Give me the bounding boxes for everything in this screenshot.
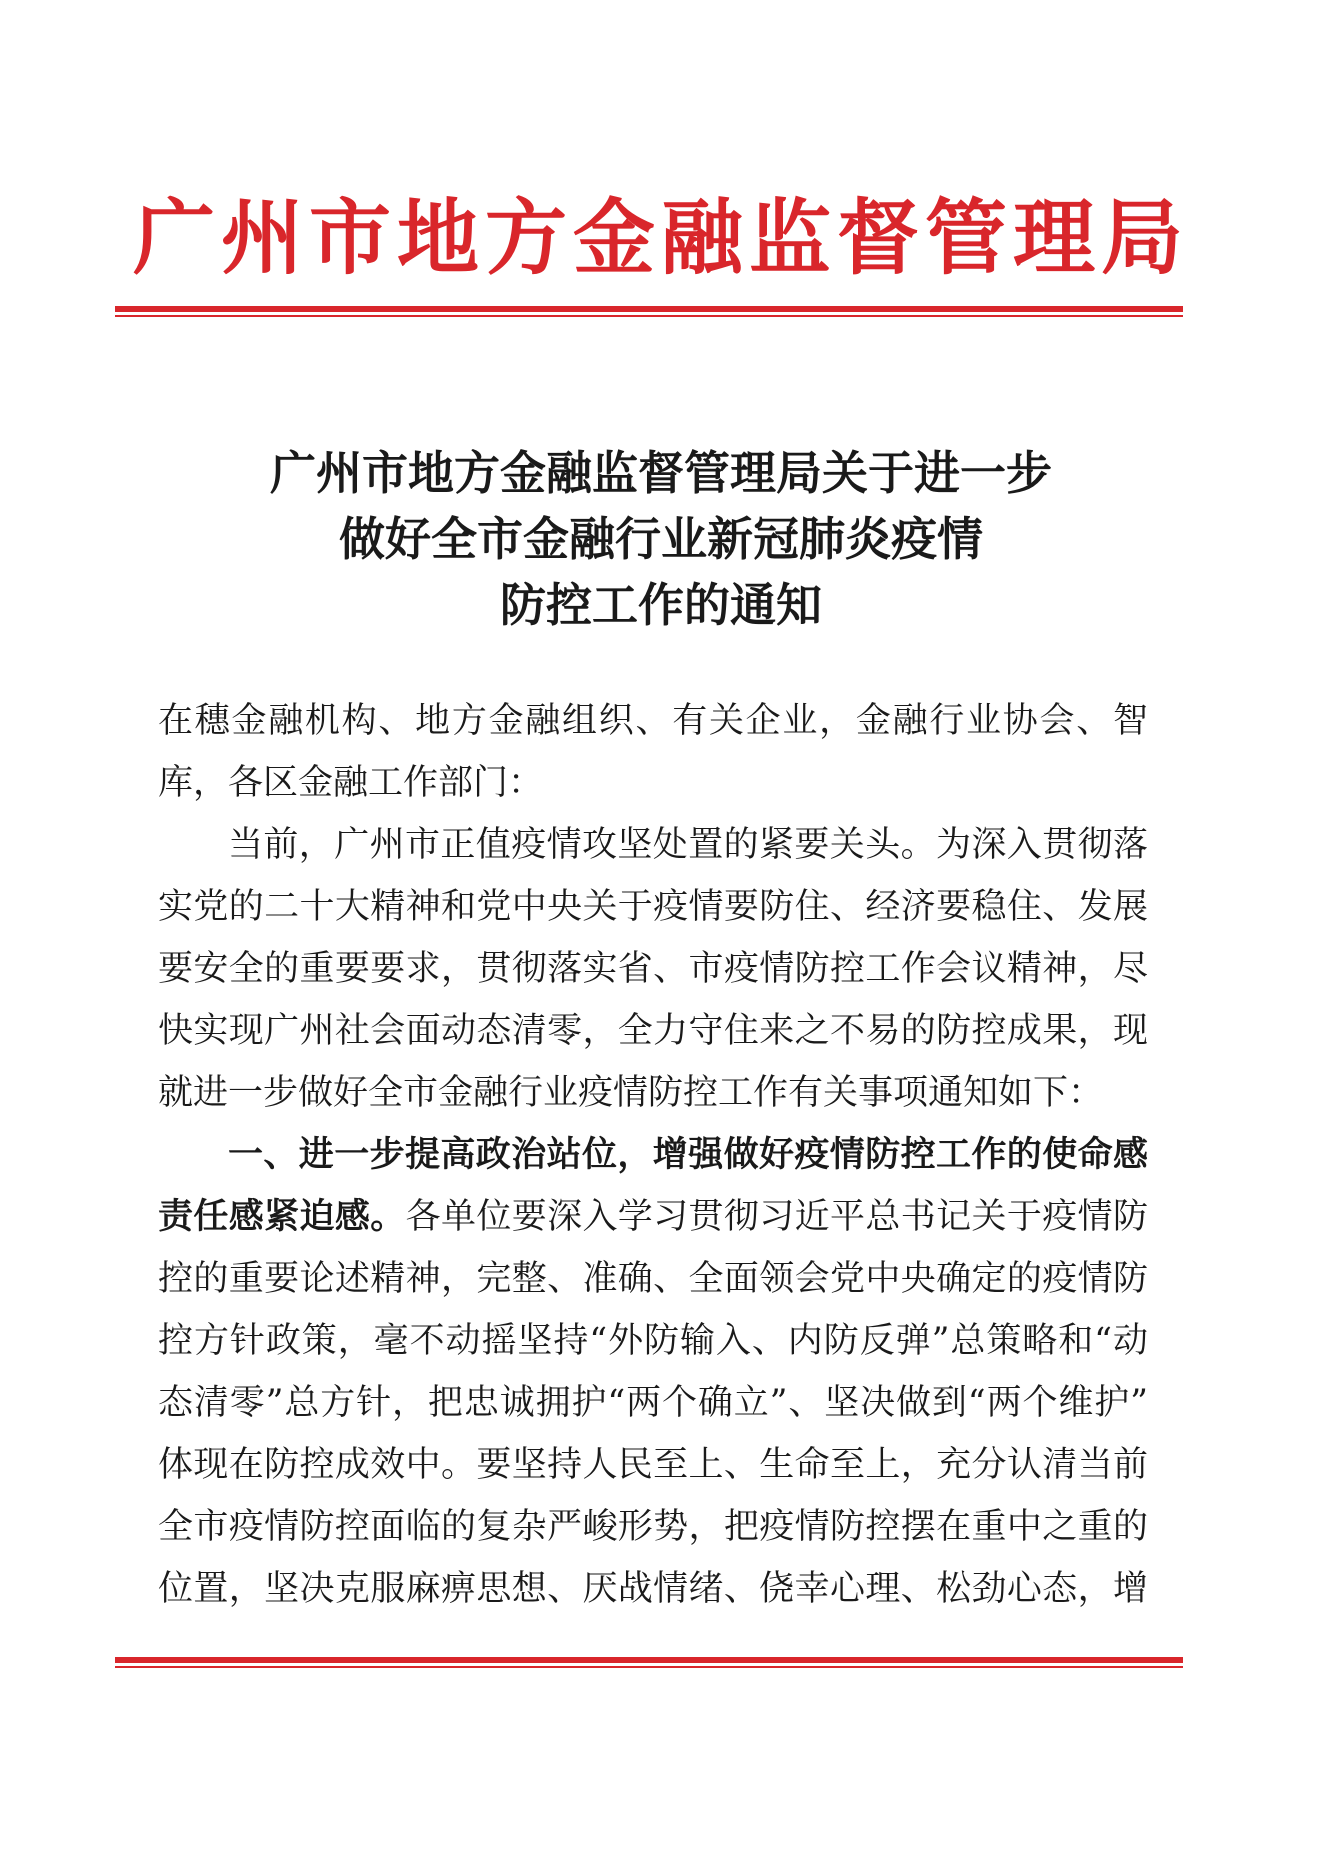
section-line: 控的重要论述精神，完整、准确、全面领会党中央确定的疫情防 [158,1259,1148,1299]
addressee-line: 库，各区金融工作部门： [158,763,544,803]
paragraph-line: 快实现广州社会面动态清零，全力守住来之不易的防控成果，现 [158,1011,1148,1051]
addressee-line: 在穗金融机构、地方金融组织、有关企业，金融行业协会、智 [158,701,1148,741]
section-heading-end: 责任感紧迫感。 [158,1197,406,1237]
letterhead-red-rule [115,306,1183,317]
section-text: 各单位要深入学习贯彻习近平总书记关于疫情防 [405,1197,1148,1237]
document-title [0,440,1322,638]
paragraph-line: 实党的二十大精神和党中央关于疫情要防住、经济要稳住、发展 [158,887,1148,927]
section-line: 态清零”总方针，把忠诚拥护“两个确立”、坚决做到“两个维护” [158,1383,1148,1423]
paragraph-line: 要安全的重要要求，贯彻落实省、市疫情防控工作会议精神，尽 [158,949,1148,989]
document-title-line: 防控工作的通知 [500,578,822,632]
paragraph-line: 当前，广州市正值疫情攻坚处置的紧要关头。为深入贯彻落 [228,825,1148,865]
section-line: 控方针政策，毫不动摇坚持“外防输入、内防反弹”总策略和“动 [158,1321,1148,1361]
document-title-line: 做好全市金融行业新冠肺炎疫情 [339,512,983,566]
letterhead-org-name: 广州市地方金融监督管理局 [132,190,1189,286]
section-line: 体现在防控成效中。要坚持人民至上、生命至上，充分认清当前 [158,1445,1148,1485]
document-body [158,690,1148,1620]
footer-red-rule [115,1657,1183,1668]
section-line: 全市疫情防控面临的复杂严峻形势，把疫情防控摆在重中之重的 [158,1507,1148,1547]
section-heading-continued [158,1186,1148,1248]
section-heading: 一、进一步提高政治站位，增强做好疫情防控工作的使命感 [228,1135,1148,1175]
document-title-line: 广州市地方金融监督管理局关于进一步 [270,446,1052,500]
paragraph-line: 就进一步做好全市金融行业疫情防控工作有关事项通知如下： [158,1073,1104,1113]
section-line: 位置，坚决克服麻痹思想、厌战情绪、侥幸心理、松劲心态，增 [158,1569,1148,1609]
